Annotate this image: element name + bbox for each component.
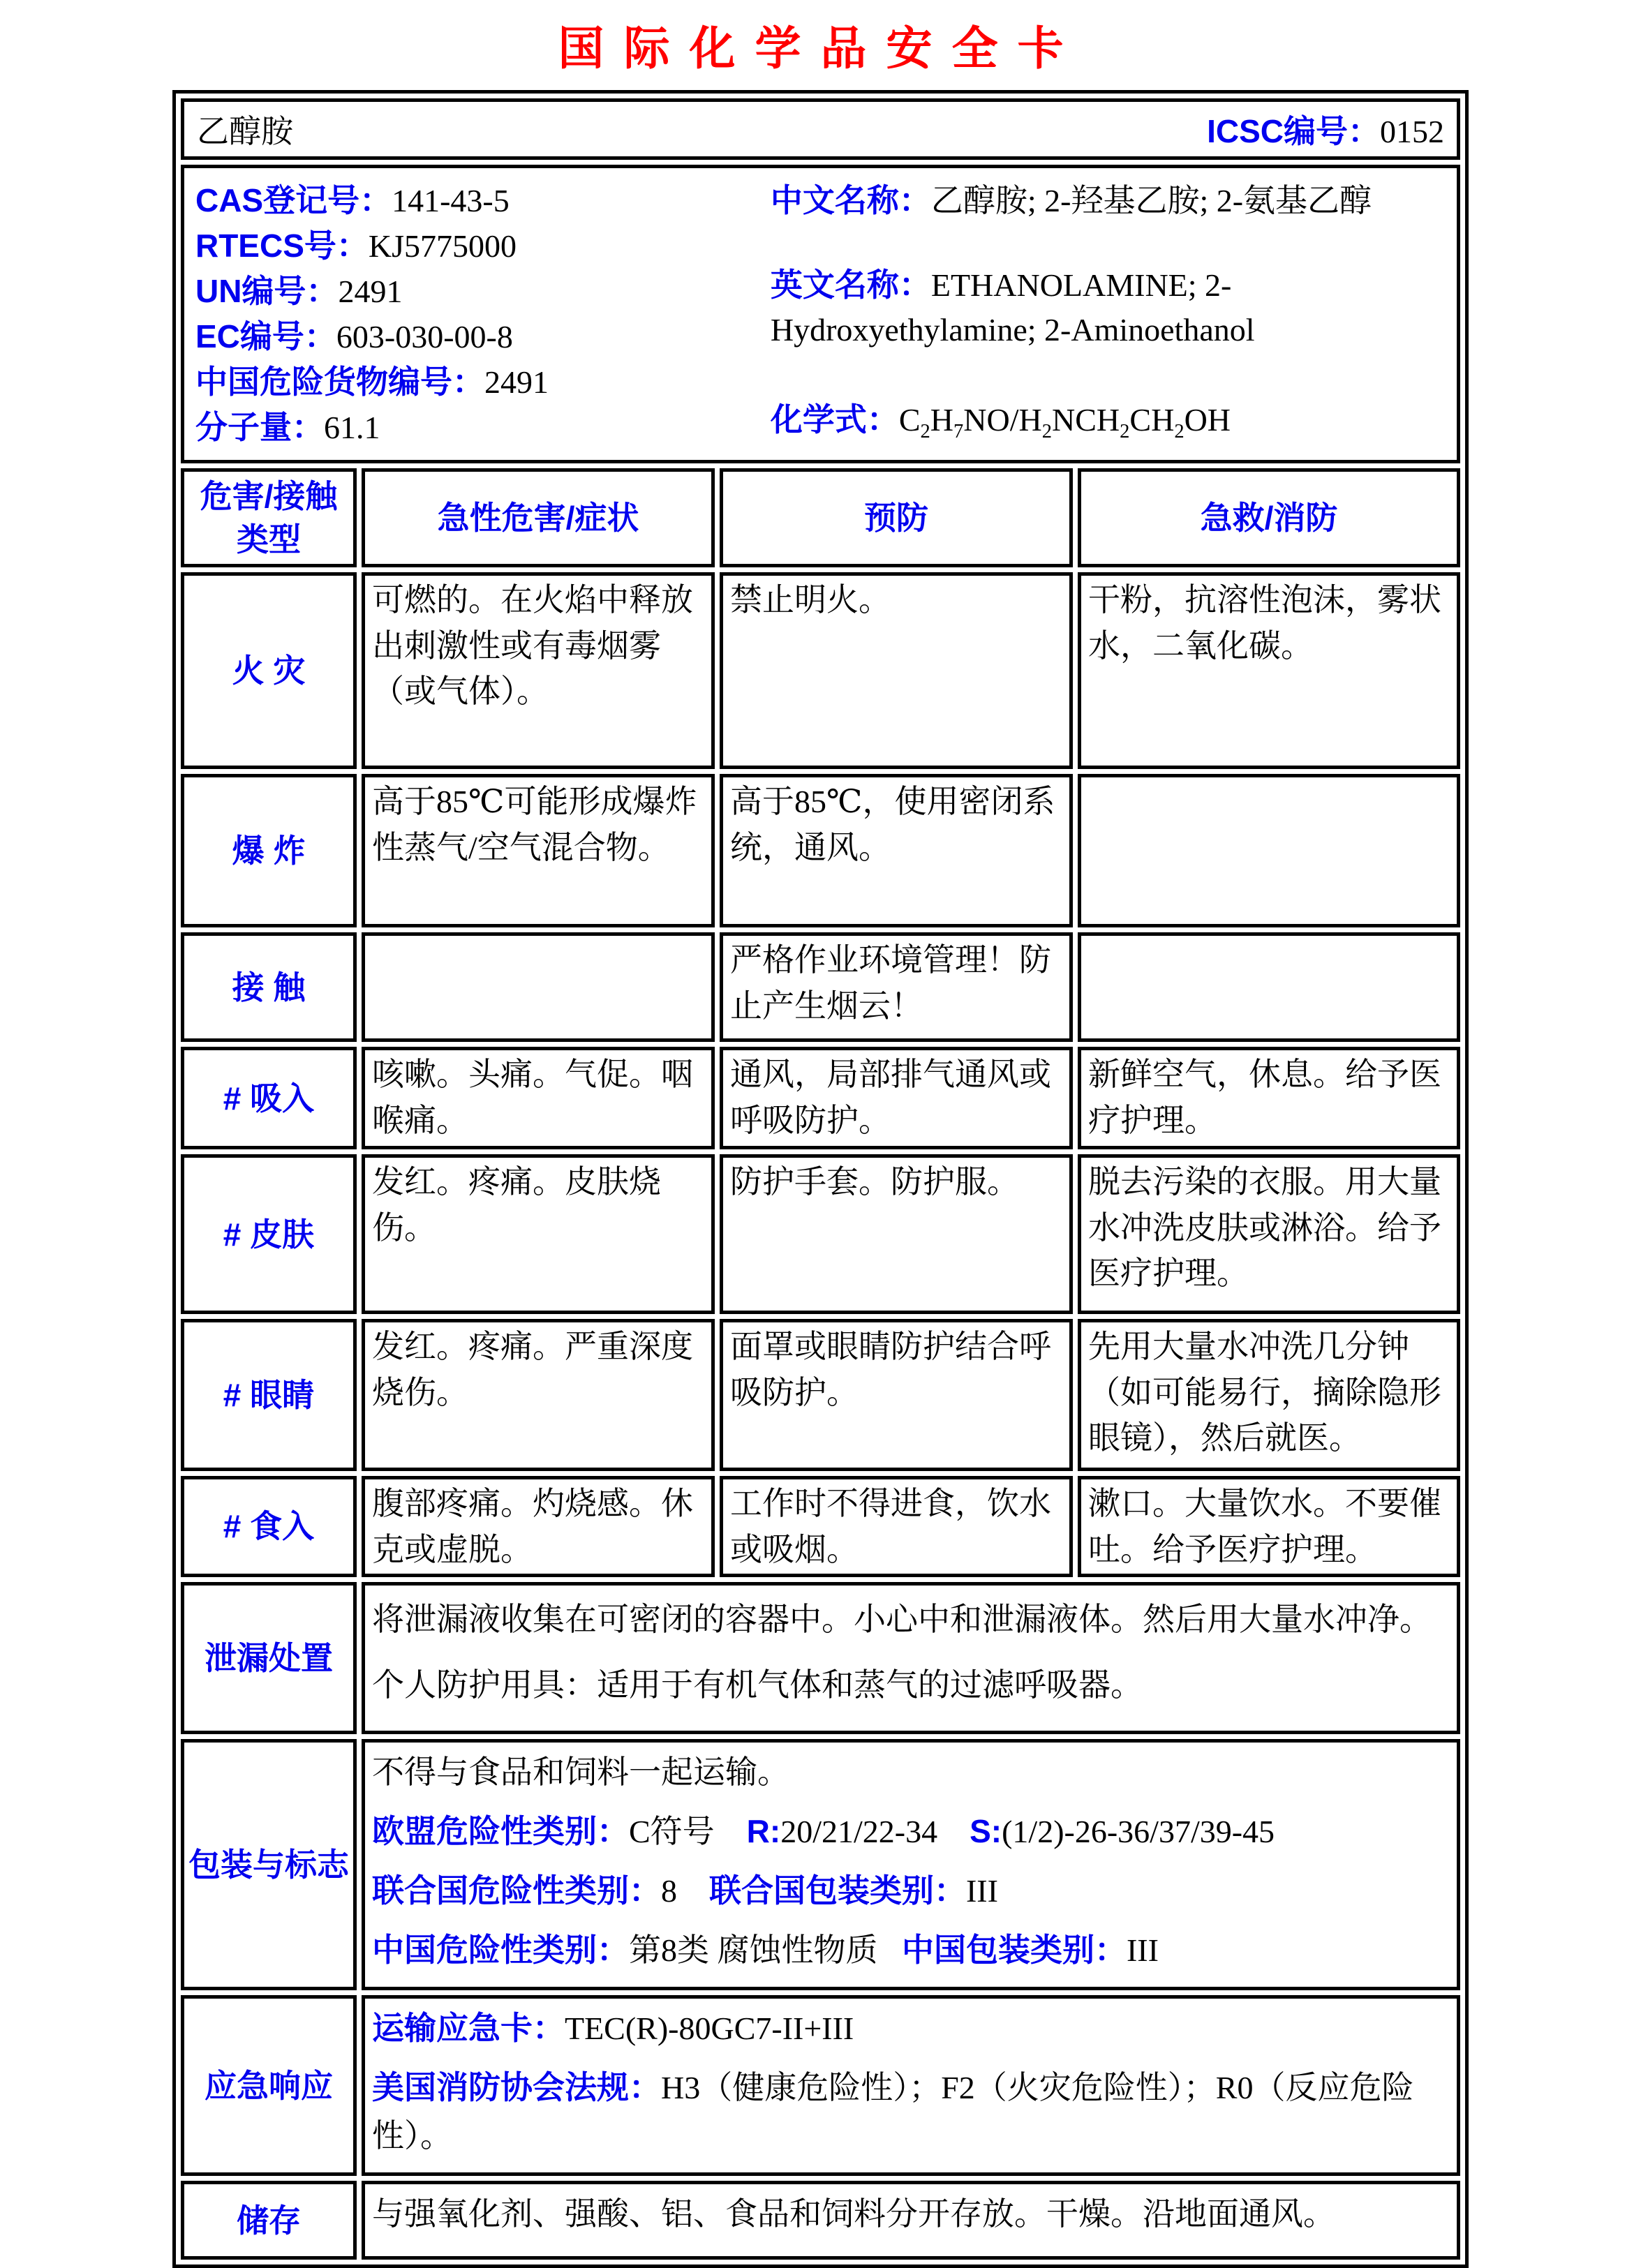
ingestion-prevention-cell: 工作时不得进食，饮水或吸烟。	[720, 1476, 1073, 1577]
icsc-label: ICSC编号：	[1207, 113, 1381, 149]
page-title: 国际化学品安全卡	[558, 24, 1083, 75]
spill-disposal-content	[362, 1582, 1460, 1735]
card-title-row	[181, 98, 1460, 160]
chemical-formula-line: 化学式：$C_2H_7NO/H_2NCH_2CH_2OH$	[770, 401, 1231, 443]
chemical-name: 乙醇胺	[196, 114, 293, 149]
row-label-inhalation: # 吸入	[181, 1047, 357, 1149]
row-label-eyes: # 眼睛	[181, 1319, 357, 1471]
skin-symptoms-cell: 发红。疼痛。皮肤烧伤。	[362, 1154, 715, 1314]
icsc-value: 0152	[1380, 114, 1445, 149]
identifier-list	[195, 178, 771, 450]
fire-symptoms-cell: 可燃的。在火焰中释放出刺激性或有毒烟雾（或气体）。	[362, 572, 715, 769]
storage-text: 与强氧化剂、强酸、铝、食品和饲料分开存放。干燥。沿地面通风。	[371, 2196, 1335, 2232]
hazard-row-fire	[181, 572, 1460, 769]
packaging-un-classification: 联合国危险性类别：8 联合国包装类别：III	[371, 1872, 998, 1909]
row-label-explosion: 爆 炸	[181, 774, 357, 927]
skin-first-aid-cell: 脱去污染的衣服。用大量水冲洗皮肤或淋浴。给予医疗护理。	[1078, 1154, 1460, 1314]
storage-content	[362, 2181, 1460, 2260]
packaging-eu-classification: 欧盟危险性类别：C符号 R:20/21/22-34 S:(1/2)-26-36/37/39-45	[371, 1813, 1275, 1850]
exposure-first-aid-cell	[1078, 932, 1460, 1042]
ingestion-symptoms-cell: 腹部疼痛。灼烧感。休克或虚脱。	[362, 1476, 715, 1577]
col-header-prevention: 预防	[720, 468, 1073, 567]
emergency-nfpa-code: 美国消防协会法规：H3（健康危险性）；F2（火灾危险性）；R0（反应危险性）。	[371, 2069, 1414, 2154]
hazard-row-exposure	[181, 932, 1460, 1042]
explosion-prevention-cell: 高于85℃，使用密闭系统，通风。	[720, 774, 1073, 927]
un-number-line: UN编号：2491	[195, 273, 403, 309]
china-dg-number-line: 中国危险货物编号：2491	[195, 364, 549, 400]
section-label-storage: 储存	[181, 2181, 357, 2260]
explosion-symptoms-cell: 高于85℃可能形成爆炸性蒸气/空气混合物。	[362, 774, 715, 927]
col-header-symptoms: 急性危害/症状	[362, 468, 715, 567]
ec-number-line: EC编号：603-030-00-8	[195, 318, 513, 355]
section-row-emergency-response	[181, 1995, 1460, 2176]
hazard-header-row	[181, 468, 1460, 567]
name-list	[771, 178, 1446, 442]
identifier-cell	[181, 165, 1460, 463]
section-row-packaging	[181, 1739, 1460, 1990]
row-label-exposure: 接 触	[181, 932, 357, 1042]
fire-prevention-cell: 禁止明火。	[720, 572, 1073, 769]
row-label-skin: # 皮肤	[181, 1154, 357, 1314]
cas-number-line: CAS登记号：141-43-5	[195, 182, 510, 218]
chinese-name-line: 中文名称：乙醇胺; 2-羟基乙胺; 2-氨基乙醇	[770, 182, 1372, 218]
packaging-content	[362, 1739, 1460, 1990]
packaging-transport-note: 不得与食品和饲料一起运输。	[371, 1754, 789, 1791]
hazard-row-explosion	[181, 774, 1460, 927]
section-row-storage	[181, 2181, 1460, 2260]
emergency-tec-card: 运输应急卡：TEC(R)-80GC7-II+III	[371, 2010, 854, 2047]
spill-disposal-text: 将泄漏液收集在可密闭的容器中。小心中和泄漏液体。然后用大量水冲净。个人防护用具：适用于有机气体和蒸气的过滤呼吸器。	[371, 1601, 1432, 1703]
hazard-row-ingestion	[181, 1476, 1460, 1577]
section-label-spill-disposal: 泄漏处置	[181, 1582, 357, 1735]
skin-prevention-cell: 防护手套。防护服。	[720, 1154, 1073, 1314]
eyes-symptoms-cell: 发红。疼痛。严重深度烧伤。	[362, 1319, 715, 1471]
hazard-row-inhalation	[181, 1047, 1460, 1149]
col-header-first-aid: 急救/消防	[1078, 468, 1460, 567]
fire-first-aid-cell: 干粉，抗溶性泡沫，雾状水，二氧化碳。	[1078, 572, 1460, 769]
chemical-formula: $C_2H_7NO/H_2NCH_2CH_2OH$	[898, 402, 1231, 443]
inhalation-first-aid-cell: 新鲜空气，休息。给予医疗护理。	[1078, 1047, 1460, 1149]
safety-card-table	[172, 90, 1469, 2268]
row-label-fire: 火 灾	[181, 572, 357, 769]
ingestion-first-aid-cell: 漱口。大量饮水。不要催吐。给予医疗护理。	[1078, 1476, 1460, 1577]
exposure-prevention-cell: 严格作业环境管理！防止产生烟云！	[720, 932, 1073, 1042]
col-header-hazard-type: 危害/接触 类型	[181, 468, 357, 567]
section-row-spill-disposal	[181, 1582, 1460, 1735]
eyes-first-aid-cell: 先用大量水冲洗几分钟（如可能易行，摘除隐形眼镜），然后就医。	[1078, 1319, 1460, 1471]
emergency-response-content	[362, 1995, 1460, 2176]
card-title-cell	[181, 98, 1460, 160]
rtecs-number-line: RTECS号：KJ5775000	[195, 227, 517, 264]
identifier-row	[181, 165, 1460, 463]
hazard-row-eyes	[181, 1319, 1460, 1471]
explosion-first-aid-cell	[1078, 774, 1460, 927]
inhalation-symptoms-cell: 咳嗽。头痛。气促。咽喉痛。	[362, 1047, 715, 1149]
molecular-weight-line: 分子量：61.1	[195, 409, 380, 445]
section-label-packaging: 包装与标志	[181, 1739, 357, 1990]
inhalation-prevention-cell: 通风，局部排气通风或呼吸防护。	[720, 1047, 1073, 1149]
packaging-china-classification: 中国危险性类别：第8类 腐蚀性物质 中国包装类别：III	[371, 1932, 1159, 1969]
exposure-symptoms-cell	[362, 932, 715, 1042]
hazard-row-skin	[181, 1154, 1460, 1314]
section-label-emergency-response: 应急响应	[181, 1995, 357, 2176]
row-label-ingestion: # 食入	[181, 1476, 357, 1577]
english-name-line: 英文名称：ETHANOLAMINE; 2-Hydroxyethylamine; 2-Aminoethanol	[770, 267, 1255, 348]
eyes-prevention-cell: 面罩或眼睛防护结合呼吸防护。	[720, 1319, 1073, 1471]
icsc-number	[1207, 106, 1444, 152]
